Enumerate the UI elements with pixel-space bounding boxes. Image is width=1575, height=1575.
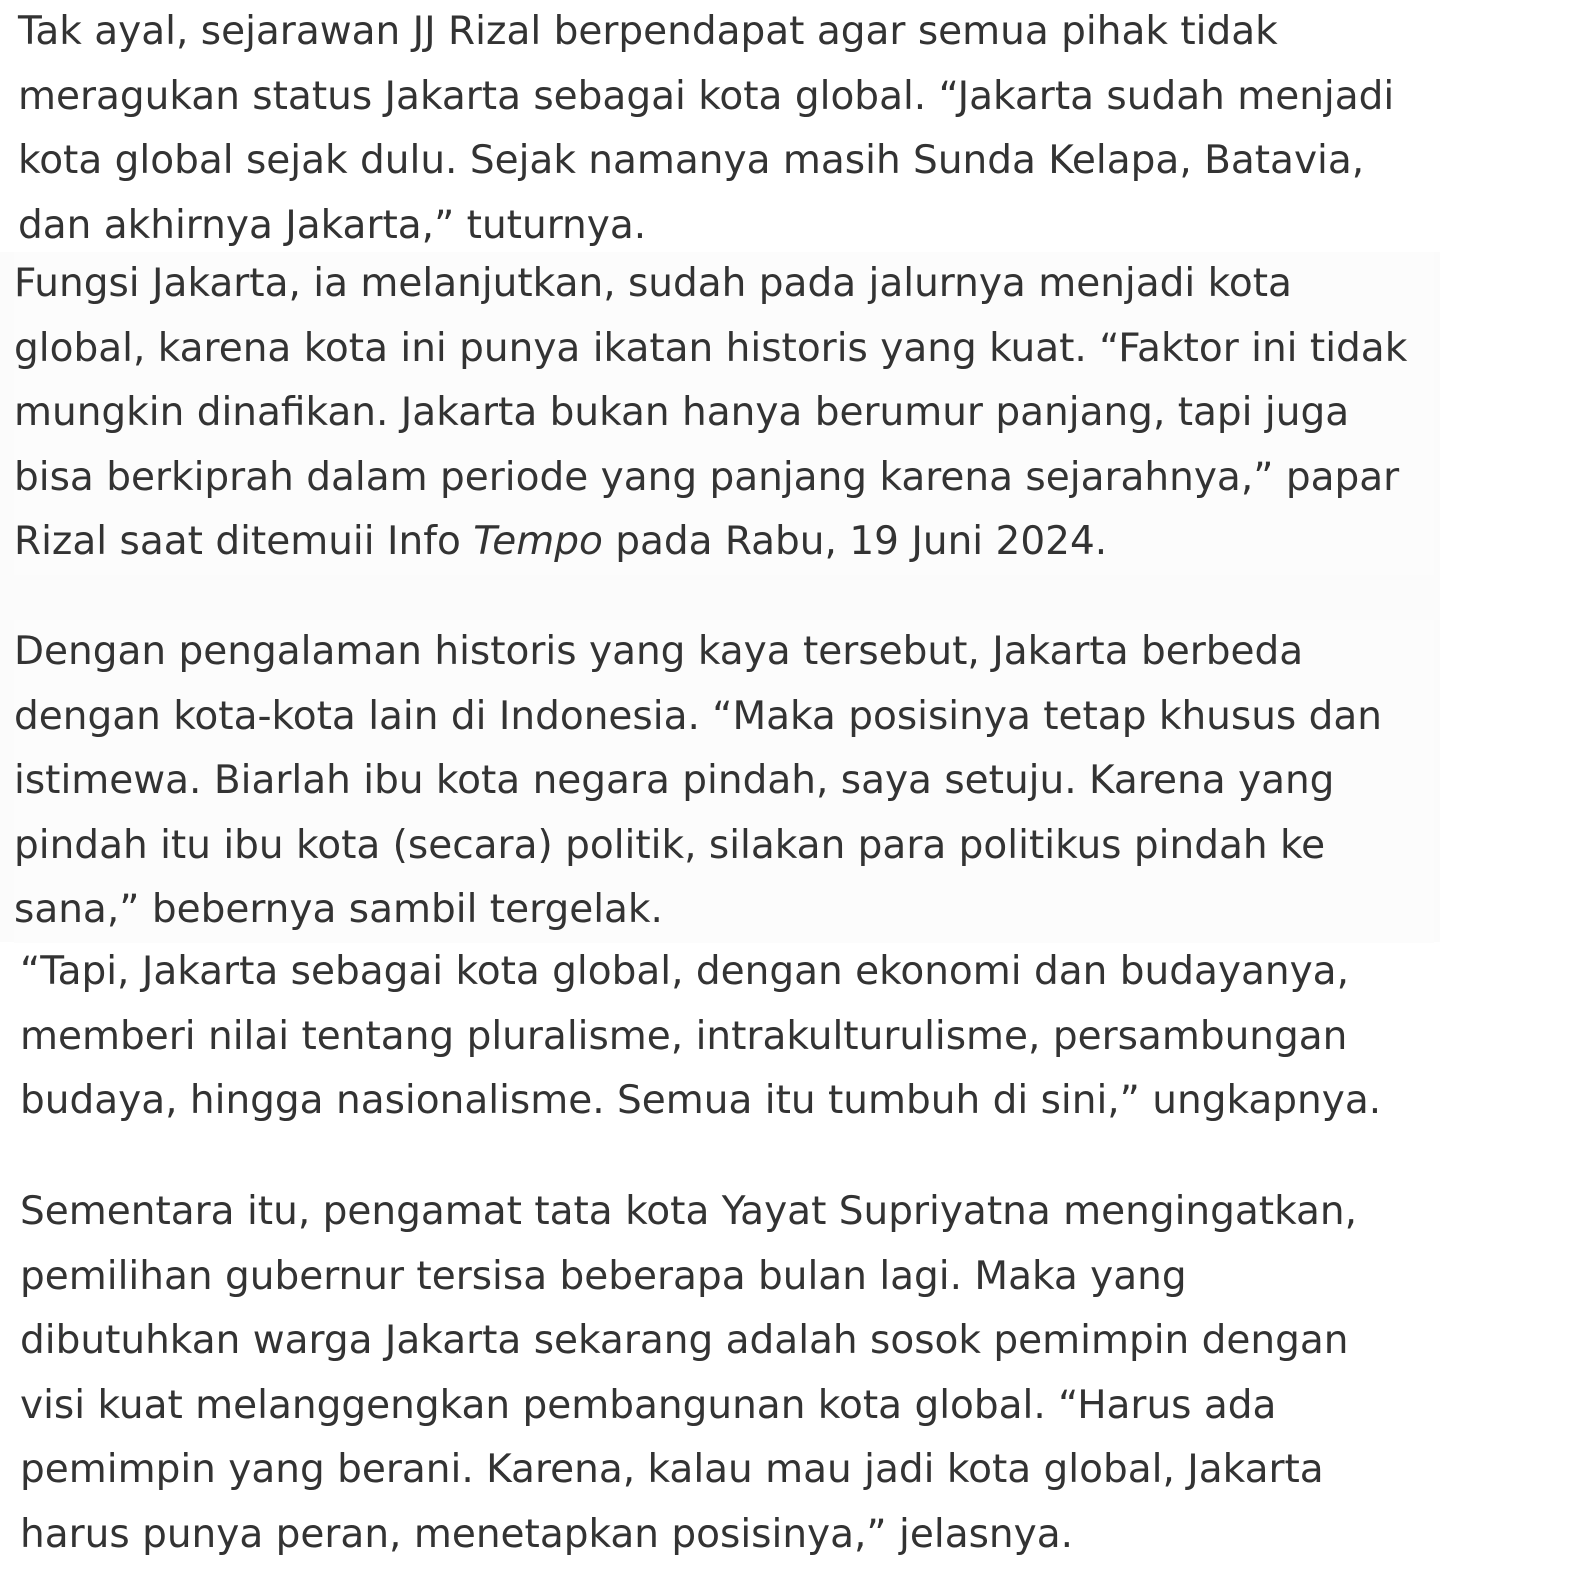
paragraph-3: [14, 620, 1434, 943]
paragraph-line: pemimpin yang berani. Karena, kalau mau jadi kota global, Jakarta: [20, 1447, 1324, 1492]
paragraph-line: dan akhirnya Jakarta,” tuturnya.: [18, 202, 647, 248]
paragraph-line: Dengan pengalaman historis yang kaya tersebut, Jakarta berbeda: [14, 629, 1304, 674]
paragraph-line: “Tapi, Jakarta sebagai kota global, dengan ekonomi dan budayanya,: [20, 949, 1349, 994]
paragraph-line: global, karena kota ini punya ikatan historis yang kuat. “Faktor ini tidak: [14, 325, 1408, 371]
paragraph-line: pemilihan gubernur tersisa beberapa bulan lagi. Maka yang: [20, 1253, 1187, 1299]
paragraph-1: [18, 0, 1394, 258]
paragraph-line: memberi nilai tentang pluralisme, intrakulturulisme, persambungan: [20, 1013, 1348, 1059]
paragraph-line: pindah itu ibu kota (secara) politik, silakan para politikus pindah ke: [14, 822, 1326, 868]
paragraph-line: harus punya peran, menetapkan posisinya,” jelasnya.: [20, 1511, 1073, 1557]
paragraph-line-with-italic: [14, 510, 1434, 575]
paragraph-line: Sementara itu, pengamat tata kota Yayat Supriyatna mengingatkan,: [20, 1189, 1358, 1234]
paragraph-line: istimewa. Biarlah ibu kota negara pindah, saya setuju. Karena yang: [14, 758, 1335, 803]
line-text-after: pada Rabu, 19 Juni 2024.: [602, 519, 1108, 564]
paragraph-line: Fungsi Jakarta, ia melanjutkan, sudah pada jalurnya menjadi kota: [14, 261, 1292, 306]
paragraph-2: [14, 252, 1434, 575]
paragraph-line: mungkin dinafikan. Jakarta bukan hanya berumur panjang, tapi juga: [14, 390, 1350, 435]
paragraph-line: meragukan status Jakarta sebagai kota global. “Jakarta sudah menjadi: [18, 73, 1395, 119]
paragraph-line: dibutuhkan warga Jakarta sekarang adalah sosok pemimpin dengan: [20, 1318, 1349, 1363]
paragraph-line: sana,” bebernya sambil tergelak.: [14, 887, 663, 932]
paragraph-line: kota global sejak dulu. Sejak namanya masih Sunda Kelapa, Batavia,: [18, 138, 1365, 183]
line-text-before: Rizal saat ditemuii Info: [14, 519, 474, 564]
paragraph-line: budaya, hingga nasionalisme. Semua itu tumbuh di sini,” ungkapnya.: [20, 1078, 1382, 1123]
paragraph-4: [20, 940, 1381, 1134]
paragraph-line: bisa berkiprah dalam periode yang panjang karena sejarahnya,” papar: [14, 454, 1400, 500]
paragraph-line: Tak ayal, sejarawan JJ Rizal berpendapat agar semua pihak tidak: [18, 9, 1278, 54]
paragraph-line: dengan kota-kota lain di Indonesia. “Maka posisinya tetap khusus dan: [14, 693, 1383, 739]
publication-name: Tempo: [473, 519, 603, 564]
paragraph-line: visi kuat melanggengkan pembangunan kota global. “Harus ada: [20, 1382, 1277, 1428]
paragraph-5: [20, 1180, 1357, 1567]
